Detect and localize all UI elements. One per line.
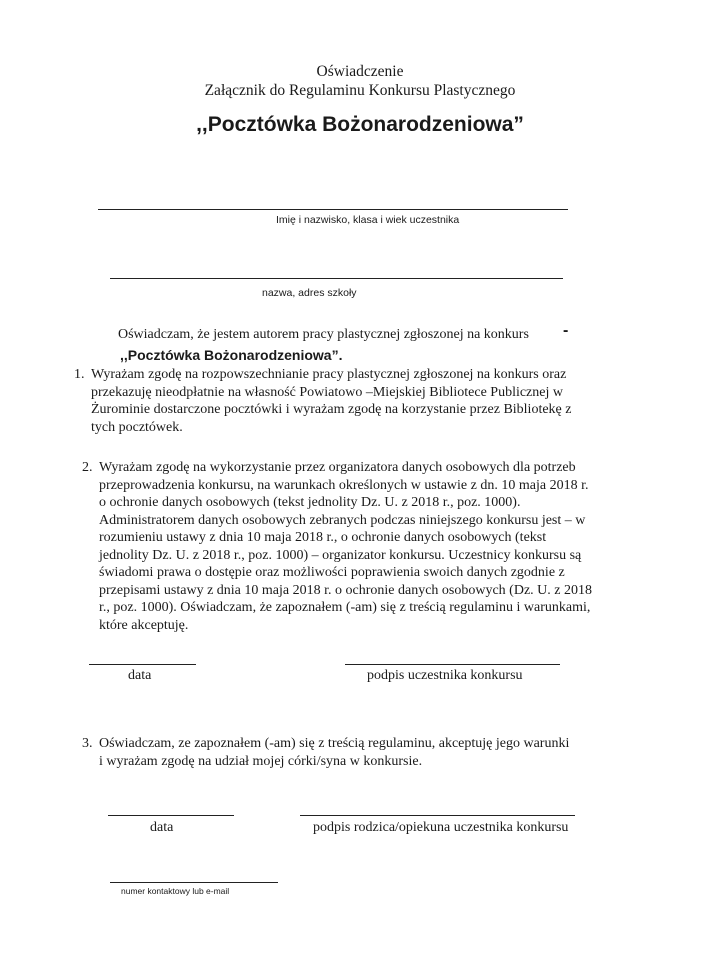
participant-field-line[interactable] bbox=[98, 209, 568, 210]
school-field-caption: nazwa, adres szkoły bbox=[262, 287, 357, 299]
item-number: 3. bbox=[82, 736, 93, 751]
consent-item-1 bbox=[74, 366, 644, 438]
document-subtitle: Załącznik do Regulaminu Konkursu Plastycznego bbox=[204, 82, 516, 99]
guardian-date-line[interactable] bbox=[108, 815, 234, 816]
school-field-line[interactable] bbox=[110, 278, 563, 279]
item-text: Wyrażam zgodę na wykorzystanie przez organizatora danych osobowych dla potrzeb przeprowadzenia konkursu, na warunkach określonych w ustawie z dn. 10 maja 2018 r. o ochronie danych osobowych (tekst jednolity Dz. U. z 2018 r., poz. 1000). Administratorem danych osobowych zebranych podczas niniejszego konkursu jest – w rozumieniu ustawy z dnia 10 maja 2018 r., o ochronie danych osobowych (tekst jednolity Dz. U. z 2018 r., poz. 1000) – organizator konkursu. Uczestnicy konkursu są świadomi prawa o dostępie oraz możliwości poprawienia swoich danych zgodnie z przepisami ustawy z dnia 10 maja 2018 r. o ochronie danych osobowych (Dz. U. z 2018 r., poz. 1000). Oświadczam, że zapoznałem (-am) się z treścią regulaminu i warunkami, które akceptuję. bbox=[99, 460, 592, 633]
contact-caption: numer kontaktowy lub e-mail bbox=[121, 886, 230, 896]
participant-date-label: data bbox=[128, 668, 152, 683]
guardian-date-label: data bbox=[150, 820, 174, 835]
contact-field-line[interactable] bbox=[110, 882, 278, 883]
guardian-signature-line[interactable] bbox=[300, 815, 575, 816]
intro-dash: - bbox=[563, 322, 569, 339]
consent-item-3 bbox=[82, 735, 652, 775]
intro-statement: Oświadczam, że jestem autorem pracy plastycznej zgłoszonej na konkurs bbox=[118, 327, 529, 342]
guardian-signature-label: podpis rodzica/opiekuna uczestnika konkursu bbox=[313, 820, 569, 835]
consent-item-2 bbox=[82, 459, 652, 633]
contest-title: ,,Pocztówka Bożonarodzeniowa” bbox=[196, 113, 524, 136]
item-text: Wyrażam zgodę na rozpowszechnianie pracy plastycznej zgłoszonej na konkurs oraz przekazuję nieodpłatnie na własność Powiatowo –Miejskiej Bibliotece Publicznej w Żurominie dostarczone pocztówki i wyrażam zgodę na korzystanie przez Bibliotekę z tych pocztówek. bbox=[91, 367, 572, 435]
participant-signature-line[interactable] bbox=[345, 664, 560, 665]
participant-signature-label: podpis uczestnika konkursu bbox=[367, 668, 523, 683]
participant-field-caption: Imię i nazwisko, klasa i wiek uczestnika bbox=[276, 214, 460, 226]
item-number: 2. bbox=[82, 460, 93, 475]
intro-contest-name: ,,Pocztówka Bożonarodzeniowa”. bbox=[120, 347, 343, 363]
participant-date-line[interactable] bbox=[89, 664, 196, 665]
item-text: Oświadczam, ze zapoznałem (-am) się z treścią regulaminu, akceptuję jego warunki i wyrażam zgodę na udział mojej córki/syna w konkursie. bbox=[99, 736, 570, 769]
document-title: Oświadczenie bbox=[316, 63, 404, 80]
item-number: 1. bbox=[74, 367, 85, 382]
